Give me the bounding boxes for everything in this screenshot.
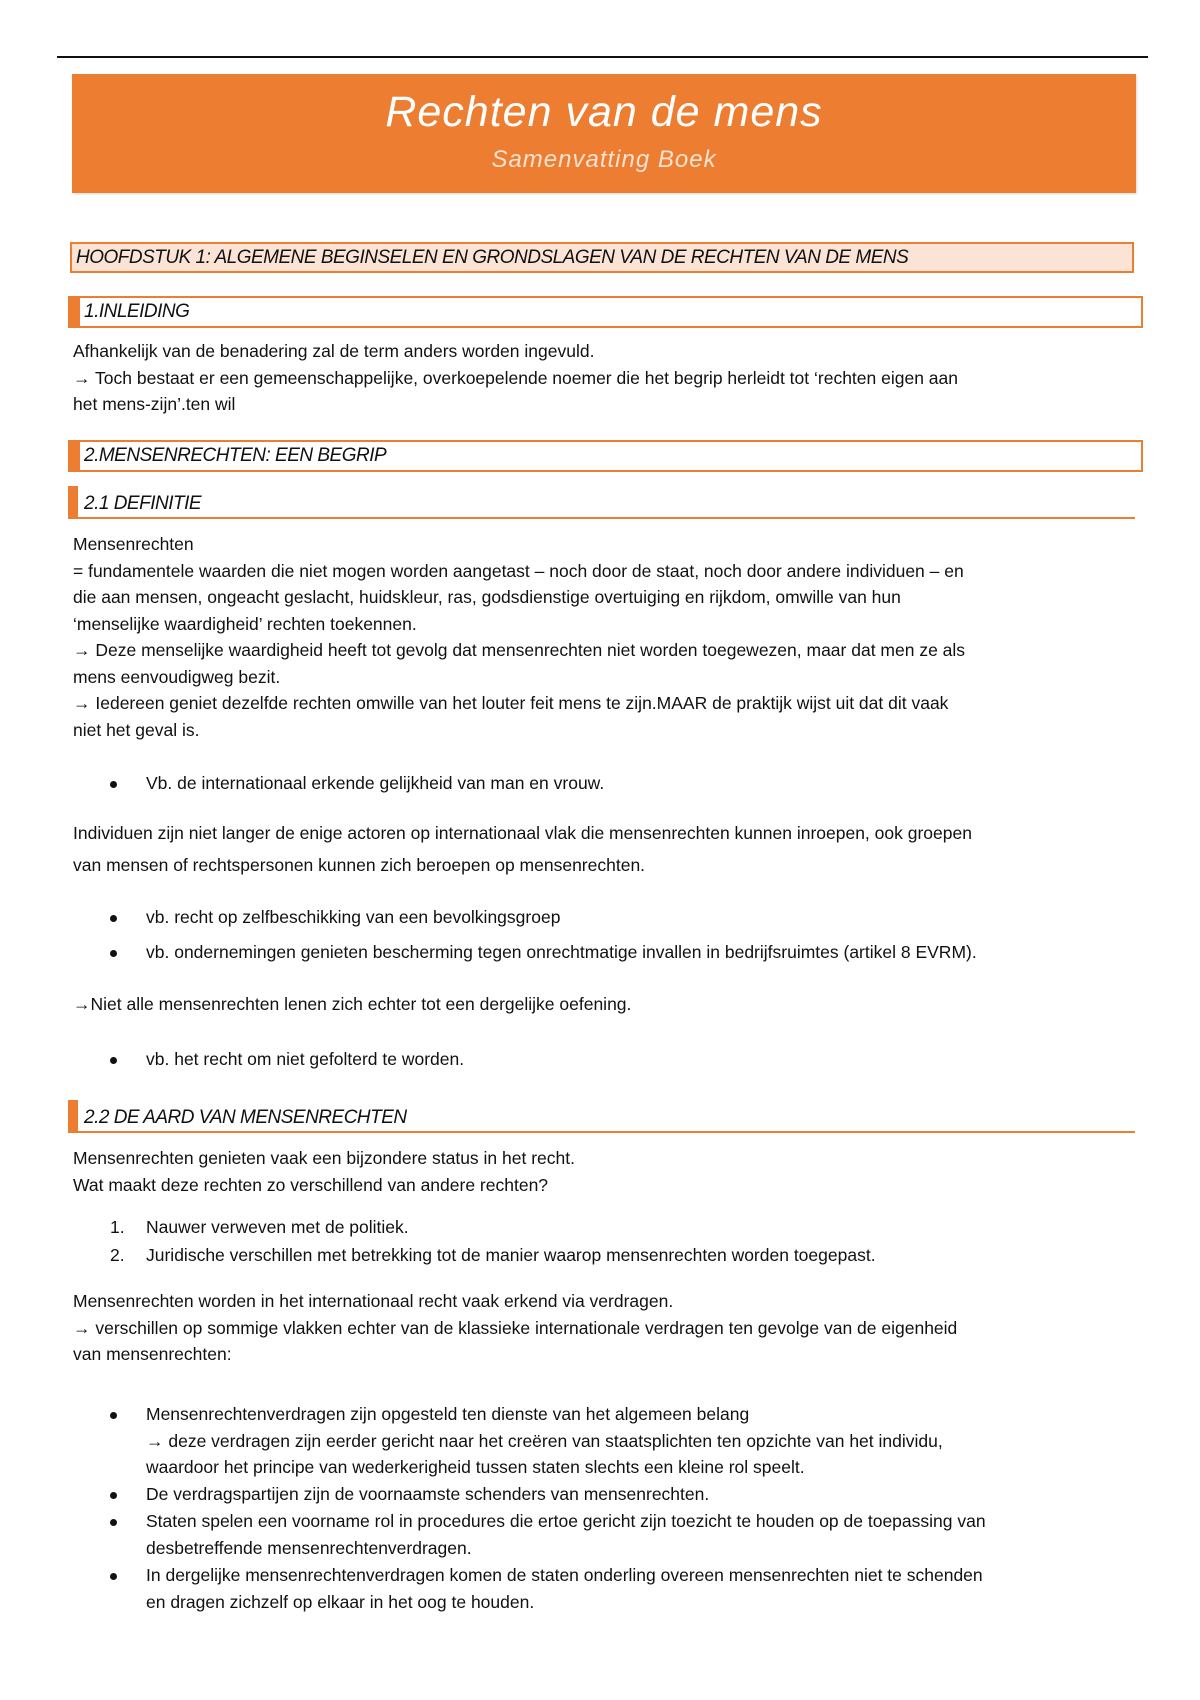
text-line: Mensenrechten genieten vaak een bijzondere status in het recht. bbox=[73, 1148, 575, 1168]
text-line: Staten spelen een voorname rol in procedures die ertoe gericht zijn toezicht te houden op de toepassing van bbox=[146, 1511, 986, 1531]
text-line: het mens-zijn’.ten wil bbox=[73, 394, 236, 414]
text-line: In dergelijke mensenrechtenverdragen komen de staten onderling overeen mensenrechten niet te schenden bbox=[146, 1565, 983, 1585]
text-line: Mensenrechten bbox=[73, 534, 194, 554]
list-number: 1. bbox=[110, 1217, 125, 1237]
bullet-icon bbox=[110, 1573, 120, 1583]
document-subtitle: Samenvatting Boek bbox=[491, 146, 717, 173]
list-item: Vb. de internationaal erkende gelijkheid van man en vrouw. bbox=[146, 773, 605, 793]
document-title: Rechten van de mens bbox=[385, 88, 823, 136]
text-line: → Iedereen geniet dezelfde rechten omwille van het louter feit mens te zijn.MAAR de praktijk wijst uit dat dit vaak bbox=[73, 693, 949, 713]
subsection-heading-aard: 2.2 DE AARD VAN MENSENRECHTEN bbox=[68, 1100, 1135, 1133]
text-line: van mensen of rechtspersonen kunnen zich beroepen op mensenrechten. bbox=[73, 855, 646, 875]
list-item: vb. recht op zelfbeschikking van een bevolkingsgroep bbox=[146, 907, 561, 927]
bullet-icon bbox=[110, 781, 120, 791]
inleiding-paragraph bbox=[73, 338, 1138, 418]
list-item bbox=[146, 1562, 1136, 1615]
text-line: → Toch bestaat er een gemeenschappelijke, overkoepelende noemer die het begrip herleidt tot ‘rechten eigen aan bbox=[73, 367, 958, 388]
text-line: en dragen zichzelf op elkaar in het oog te houden. bbox=[146, 1591, 535, 1612]
chapter-heading: HOOFDSTUK 1: ALGEMENE BEGINSELEN EN GRONDSLAGEN VAN DE RECHTEN VAN DE MENS bbox=[70, 242, 1134, 273]
subsection-heading-definitie: 2.1 DEFINITIE bbox=[68, 486, 1135, 519]
text-line: Individuen zijn niet langer de enige actoren op internationaal vlak die mensenrechten kunnen inroepen, ook groepen bbox=[73, 823, 972, 843]
bullet-icon bbox=[110, 1057, 120, 1067]
bullet-icon bbox=[110, 950, 120, 960]
text-line: mens eenvoudigweg bezit. bbox=[73, 666, 281, 687]
list-item bbox=[146, 1481, 1136, 1508]
bullet-icon bbox=[110, 1412, 120, 1422]
text-line: Mensenrechten worden in het internationaal recht vaak erkend via verdragen. bbox=[73, 1291, 674, 1311]
list-item: vb. het recht om niet gefolterd te worden. bbox=[146, 1049, 465, 1069]
actors-paragraph bbox=[73, 817, 1138, 881]
text-line: Wat maakt deze rechten zo verschillend van andere rechten? bbox=[73, 1174, 549, 1195]
definitie-paragraph bbox=[73, 531, 1138, 743]
note-line: →Niet alle mensenrechten lenen zich echter tot een dergelijke oefening. bbox=[73, 994, 632, 1014]
text-line: = fundamentele waarden die niet mogen worden aangetast – noch door de staat, noch door andere individuen – en bbox=[73, 560, 964, 581]
title-banner bbox=[72, 74, 1136, 193]
text-line: → Deze menselijke waardigheid heeft tot gevolg dat mensenrechten niet worden toegewezen, maar dat men ze als bbox=[73, 640, 966, 660]
bullet-icon bbox=[110, 915, 120, 925]
text-line: → deze verdragen zijn eerder gericht naar het creëren van staatsplichten ten opzichte van het individu, bbox=[146, 1430, 943, 1451]
list-number: 2. bbox=[110, 1245, 125, 1265]
section-heading-mensenrechten: 2.MENSENRECHTEN: EEN BEGRIP bbox=[68, 440, 1143, 472]
verdragen-paragraph bbox=[73, 1288, 1138, 1368]
list-item: vb. ondernemingen genieten bescherming tegen onrechtmatige invallen in bedrijfsruimtes (artikel 8 EVRM). bbox=[146, 942, 977, 962]
text-line: ‘menselijke waardigheid’ rechten toekennen. bbox=[73, 613, 417, 634]
list-item bbox=[146, 1401, 1136, 1481]
numbered-item: Nauwer verweven met de politiek. bbox=[146, 1217, 409, 1237]
list-item bbox=[146, 1508, 1136, 1561]
text-line: desbetreffende mensenrechtenverdragen. bbox=[146, 1537, 472, 1558]
text-line: → verschillen op sommige vlakken echter van de klassieke internationale verdragen ten gevolge van de eigenheid bbox=[73, 1317, 958, 1338]
numbered-item: Juridische verschillen met betrekking tot de manier waarop mensenrechten worden toegepast. bbox=[146, 1245, 876, 1265]
text-line: van mensenrechten: bbox=[73, 1344, 232, 1364]
bullet-icon bbox=[110, 1519, 120, 1529]
top-rule bbox=[57, 56, 1148, 58]
text-line: Afhankelijk van de benadering zal de term anders worden ingevuld. bbox=[73, 341, 595, 361]
bullet-icon bbox=[110, 1492, 120, 1502]
text-line: die aan mensen, ongeacht geslacht, huidskleur, ras, godsdienstige overtuiging en rijkdom, omwille van hun bbox=[73, 587, 901, 607]
aard-intro bbox=[73, 1145, 1138, 1198]
section-heading-inleiding: 1.INLEIDING bbox=[68, 296, 1143, 328]
text-line: waardoor het principe van wederkerigheid tussen staten slechts een kleine rol speelt. bbox=[146, 1457, 805, 1477]
text-line: niet het geval is. bbox=[73, 719, 200, 740]
text-line: De verdragspartijen zijn de voornaamste schenders van mensenrechten. bbox=[146, 1484, 710, 1504]
text-line: Mensenrechtenverdragen zijn opgesteld ten dienste van het algemeen belang bbox=[146, 1404, 750, 1424]
